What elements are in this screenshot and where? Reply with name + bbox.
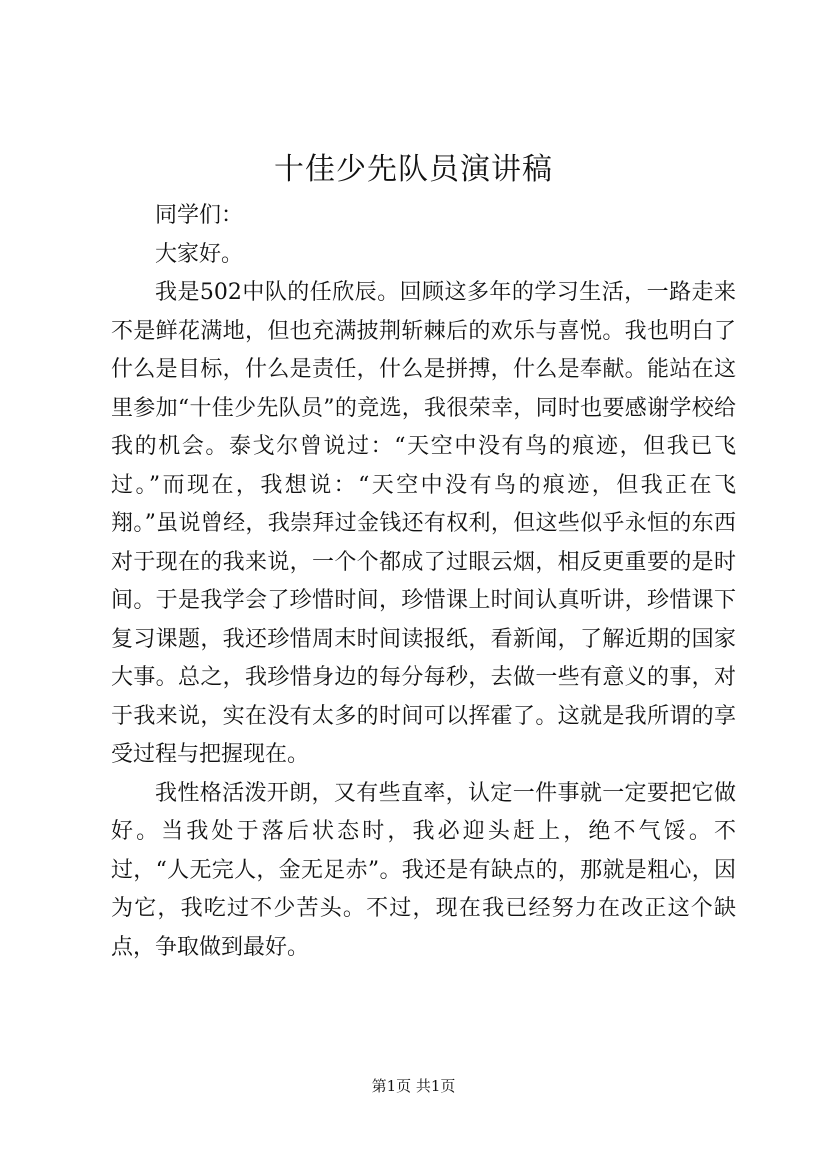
body-paragraph: 我性格活泼开朗，又有些直率，认定一件事就一定要把它做好。当我处于落后状态时，我必迎头赶上，绝不气馁。不过，“人无完人，金无足赤”。我还是有缺点的，那就是粗心，因为它，我吃过不少苦头。不过，现在我已经努力在改正这个缺点，争取做到最好。 (111, 780, 736, 960)
page-footer: 第1页 共1页 (371, 1077, 456, 1095)
greeting: 大家好。 (155, 241, 244, 267)
document-body (111, 197, 736, 967)
body-paragraph: 我是502中队的任欣辰。回顾这多年的学习生活，一路走来不是鲜花满地，但也充满披荆斩棘后的欢乐与喜悦。我也明白了什么是目标，什么是责任，什么是拼搏，什么是奉献。能站在这里参加“十佳少先队员”的竞选，我很荣幸，同时也要感谢学校给我的机会。泰戈尔曾说过：“天空中没有鸟的痕迹，但我已飞过。”而现在，我想说：“天空中没有鸟的痕迹，但我正在飞翔。”虽说曾经，我崇拜过金钱还有权利，但这些似乎永恒的东西对于现在的我来说，一个个都成了过眼云烟，相反更重要的是时间。于是我学会了珍惜时间，珍惜课上时间认真听讲，珍惜课下复习课题，我还珍惜周末时间读报纸，看新闻，了解近期的国家大事。总之，我珍惜身边的每分每秒，去做一些有意义的事，对于我来说，实在没有太多的时间可以挥霍了。这就是我所谓的享受过程与把握现在。 (111, 280, 736, 767)
salutation: 同学们： (155, 203, 244, 228)
document-title: 十佳少先队员演讲稿 (274, 152, 553, 187)
